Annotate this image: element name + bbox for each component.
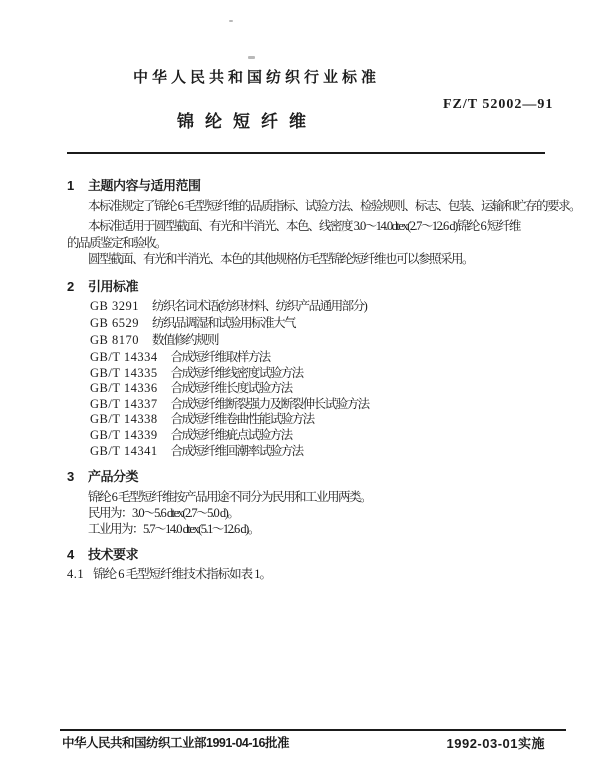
body-line: 锦纶 6 毛型短纤维按产品用途不同分为民用和工业用两类。: [88, 490, 372, 504]
clause-number: 4.1: [67, 567, 85, 581]
clause-4-1: [67, 567, 271, 582]
body-line: 圆型截面、有光和半消光、本色的其他规格仿毛型锦纶短纤维也可以参照采用。: [88, 252, 474, 266]
section-3-title: 产品分类: [88, 469, 139, 484]
implementation-note: 1992-03-01实施: [446, 736, 545, 751]
section-1-heading: [67, 175, 201, 194]
scan-noise-speck: [248, 56, 255, 59]
reference-code: GB/T 14336: [90, 381, 158, 395]
reference-code: GB/T 14339: [90, 428, 158, 442]
section-1-number: 1: [67, 178, 75, 193]
reference-title: 数值修约规则: [152, 333, 219, 347]
reference-code: GB 8170: [90, 333, 139, 347]
body-line: 本标准适用于圆型截面、有光和半消光、本色、线密度 3.0～14.0dtex(2.7～12.6 d)锦纶 6 短纤维: [88, 219, 520, 233]
reference-title: 合成短纤维断裂强力及断裂伸长试验方法: [170, 397, 369, 411]
body-line: 民用为：3.0～5.6 dtex(2.7～5.0 d)。: [88, 506, 239, 520]
header-divider: [67, 152, 545, 154]
scan-noise-speck: [229, 20, 233, 22]
section-1-title: 主题内容与适用范围: [88, 178, 201, 193]
body-line: 工业用为：5.7～14.0 dtex(5.1～12.6 d)。: [88, 522, 259, 536]
reference-title: 合成短纤维线密度试验方法: [170, 366, 303, 380]
reference-code: GB/T 14334: [90, 350, 158, 364]
standard-number: FZ/T 52002—91: [443, 97, 554, 112]
reference-item: [90, 333, 218, 348]
reference-item: [90, 412, 314, 427]
section-4-heading: [67, 544, 138, 563]
body-line: 本标准规定了锦纶 6 毛型短纤维的品质指标、试验方法、检验规则、标志、包装、运输和贮存的要求。: [88, 199, 581, 213]
section-2-heading: [67, 276, 138, 295]
reference-code: GB/T 14335: [90, 366, 158, 380]
reference-code: GB/T 14337: [90, 397, 158, 411]
section-3-heading: [67, 466, 138, 485]
section-2-title: 引用标准: [88, 279, 139, 294]
reference-item: [90, 397, 369, 412]
reference-title: 合成短纤维疵点试验方法: [170, 428, 292, 442]
reference-code: GB/T 14338: [90, 412, 158, 426]
section-3-number: 3: [67, 469, 75, 484]
reference-code: GB 3291: [90, 299, 139, 313]
clause-text: 锦纶 6 毛型短纤维技术指标如表 1。: [93, 567, 272, 581]
reference-title: 合成短纤维长度试验方法: [170, 381, 292, 395]
reference-title: 纺织品调湿和试验用标准大气: [152, 316, 296, 330]
reference-title: 纺织名词术语(纺织材料、纺织产品通用部分): [152, 299, 367, 313]
section-2-number: 2: [67, 279, 75, 294]
reference-item: [90, 381, 292, 396]
reference-item: [90, 366, 303, 381]
reference-item: [90, 444, 303, 459]
approval-note: 中华人民共和国纺织工业部1991-04-16批准: [62, 736, 289, 750]
reference-code: GB 6529: [90, 316, 139, 330]
section-4-number: 4: [67, 547, 75, 562]
reference-title: 合成短纤维取样方法: [170, 350, 270, 364]
document-title: 锦纶短纤维: [177, 112, 317, 131]
reference-item: [90, 316, 295, 331]
section-4-title: 技术要求: [88, 547, 139, 562]
footer-divider: [60, 729, 566, 731]
reference-title: 合成短纤维回潮率试验方法: [170, 444, 303, 458]
standard-org-title: 中华人民共和国纺织行业标准: [133, 69, 381, 86]
reference-title: 合成短纤维卷曲性能试验方法: [170, 412, 314, 426]
reference-item: [90, 428, 292, 443]
body-line: 的品质鉴定和验收。: [67, 236, 167, 250]
reference-code: GB/T 14341: [90, 444, 158, 458]
reference-item: [90, 350, 270, 365]
reference-item: [90, 299, 366, 314]
